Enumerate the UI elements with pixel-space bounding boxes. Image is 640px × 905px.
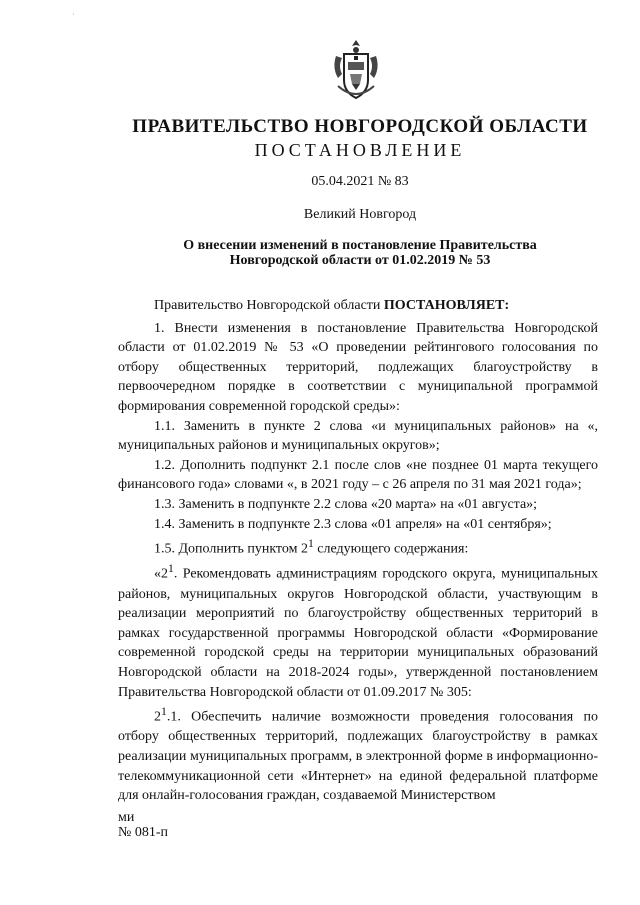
date-number: 05.04.2021 № 83: [311, 174, 409, 189]
document-body: [118, 296, 598, 806]
paragraph-2-1-text-end: . Рекомендовать администрациям городского округа, муниципальных районов, муниципальных округов Новгородской области, участвующим в реализации мероприятий по благоустройству общественных территорий в рамках государственной программы Новгородской области «Формирование современной городской среды на территории муниципальных образований Новгородской области на 2018-2024 годы», утвержденной постановлением Правительства Новгородской области от 01.09.2017 № 305:: [118, 567, 598, 700]
paragraph-1: 1. Внести изменения в постановление Правительства Новгородской области от 01.02.2019 № 53 «О проведении рейтингового голосования по отбору общественных территорий, подлежащих благоустройству в первоочередном порядке в соответствии с муниципальной программой формирования современной городской среды»:: [118, 320, 598, 414]
government-title: ПРАВИТЕЛЬСТВО НОВГОРОДСКОЙ ОБЛАСТИ: [132, 116, 588, 137]
paragraph-2-1-1-text-end: .1. Обеспечить наличие возможности проведения голосования по отбору общественных территорий, подлежащих благоустройству в рамках реализации муниципальных программ, в электронной форме в информационно-телекоммуникационной сети «Интернет» на единой федеральной платформе для онлайн-голосования граждан, создаваемой Министерством: [118, 709, 598, 804]
paragraph-1-1: 1.1. Заменить в пункте 2 слова «и муниципальных районов» на «, муниципальных районов и муниципальных округов»;: [118, 418, 598, 454]
footer-initials: ми: [118, 810, 135, 825]
paragraph-2-1-1-text: 2: [154, 709, 161, 725]
paragraph-1-5: [118, 534, 598, 559]
paragraph-1-3: 1.3. Заменить в подпункте 2.2 слова «20 марта» на «01 августа»;: [154, 496, 538, 512]
paragraph-1-5-text: 1.5. Дополнить пунктом 2: [154, 541, 308, 557]
document-type: ПОСТАНОВЛЕНИЕ: [254, 140, 466, 160]
superscript: 1: [161, 705, 167, 719]
intro-text: Правительство Новгородской области: [154, 298, 384, 313]
paragraph-2-1-text: «2: [154, 567, 168, 583]
paragraph-2-1: [118, 559, 598, 702]
superscript: 1: [168, 562, 174, 576]
subject-line-1: О внесении изменений в постановление Правительства: [183, 238, 537, 253]
document-subject: [60, 238, 640, 268]
document-footer: [118, 810, 168, 840]
paragraph-1-5-text-end: следующего содержания:: [313, 541, 469, 557]
form-number: № 081-п: [118, 825, 169, 840]
subject-line-2: Новгородской области от 01.02.2019 № 53: [229, 253, 491, 268]
paragraph-2-1-1: [118, 702, 598, 806]
resolves-word: ПОСТАНОВЛЯЕТ:: [383, 298, 510, 313]
coat-of-arms-icon: [328, 38, 384, 104]
paragraph-1-4: 1.4. Заменить в подпункте 2.3 слова «01 апреля» на «01 сентября»;: [154, 516, 552, 532]
city: Великий Новгород: [303, 207, 417, 222]
superscript: 1: [307, 537, 314, 551]
paragraph-1-2: 1.2. Дополнить подпункт 2.1 после слов «не позднее 01 марта текущего финансового года» словами «, в 2021 году – с 26 апреля по 31 мая 2021 года»;: [118, 457, 598, 493]
intro-paragraph: [118, 296, 598, 316]
corner-mark: ·: [72, 10, 75, 19]
